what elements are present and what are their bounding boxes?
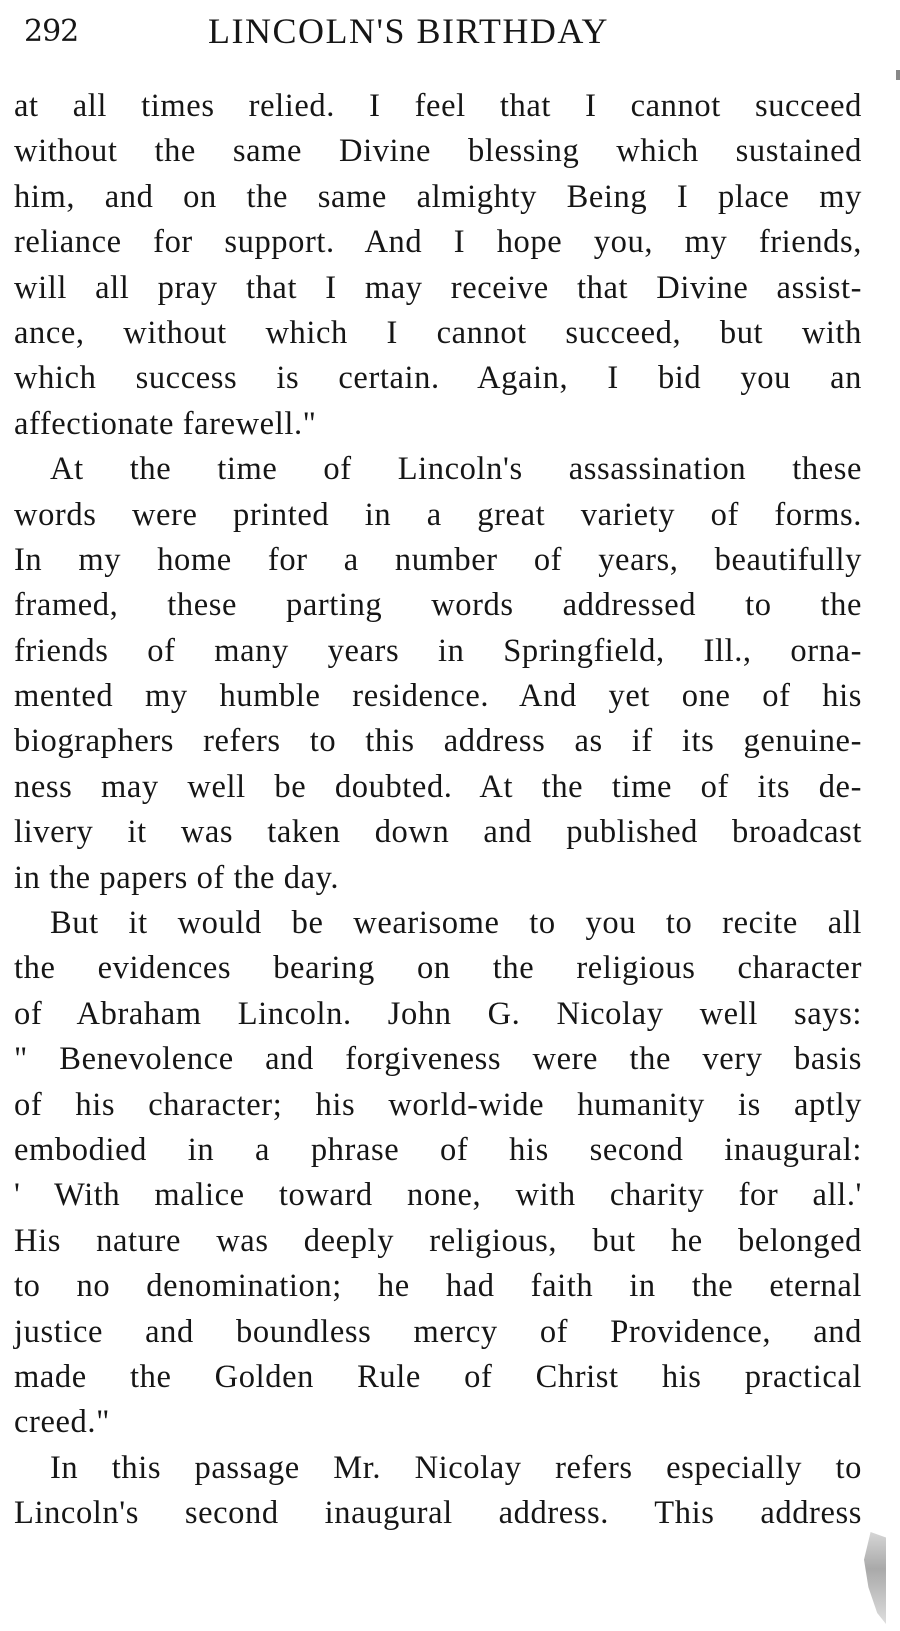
body-text <box>14 84 862 1537</box>
text-line: without the same Divine blessing which sustained <box>14 133 862 170</box>
text-line: In my home for a number of years, beautifully <box>14 541 862 578</box>
text-line: him, and on the same almighty Being I place my <box>14 178 862 215</box>
running-title: LINCOLN'S BIRTHDAY <box>208 11 610 51</box>
text-line: ance, without which I cannot succeed, but with <box>14 314 862 351</box>
text-line: of his character; his world-wide humanity is aptly <box>14 1086 862 1123</box>
text-line: which success is certain. Again, I bid you an <box>14 360 862 397</box>
text-line: made the Golden Rule of Christ his practical <box>14 1358 862 1395</box>
text-line: the evidences bearing on the religious character <box>14 950 862 987</box>
text-line: At the time of Lincoln's assassination these <box>50 451 862 488</box>
text-line: ' With malice toward none, with charity for all.' <box>14 1177 862 1214</box>
text-line: livery it was taken down and published broadcast <box>14 814 862 851</box>
text-line: embodied in a phrase of his second inaugural: <box>14 1131 862 1168</box>
text-line: friends of many years in Springfield, Ill., orna- <box>14 632 862 669</box>
text-line: His nature was deeply religious, but he belonged <box>14 1222 862 1259</box>
running-head <box>18 4 878 58</box>
text-line: creed." <box>14 1404 110 1441</box>
text-line: " Benevolence and forgiveness were the very basis <box>14 1041 862 1078</box>
text-line: at all times relied. I feel that I cannot succeed <box>14 88 862 124</box>
text-line: justice and boundless mercy of Providence, and <box>14 1313 862 1350</box>
text-line: to no denomination; he had faith in the eternal <box>14 1268 862 1305</box>
text-line: framed, these parting words addressed to the <box>14 587 862 624</box>
text-line: mented my humble residence. And yet one of his <box>14 678 862 715</box>
page-edge-scan-artifact <box>864 1532 886 1624</box>
text-line: words were printed in a great variety of forms. <box>14 496 862 533</box>
margin-mark <box>896 70 900 80</box>
text-line: reliance for support. And I hope you, my friends, <box>14 224 862 261</box>
text-line: In this passage Mr. Nicolay refers especially to <box>50 1449 862 1486</box>
text-line: Lincoln's second inaugural address. This address <box>14 1495 862 1532</box>
text-line: But it would be wearisome to you to recite all <box>50 905 862 942</box>
text-line: biographers refers to this address as if its genuine- <box>14 723 862 760</box>
text-line: in the papers of the day. <box>14 859 340 896</box>
page-number: 292 <box>24 14 79 49</box>
text-line: ness may well be doubted. At the time of its de- <box>14 768 862 805</box>
text-line: will all pray that I may receive that Divine assist- <box>14 269 862 306</box>
text-line: of Abraham Lincoln. John G. Nicolay well says: <box>14 995 862 1032</box>
text-line: affectionate farewell." <box>14 405 317 442</box>
